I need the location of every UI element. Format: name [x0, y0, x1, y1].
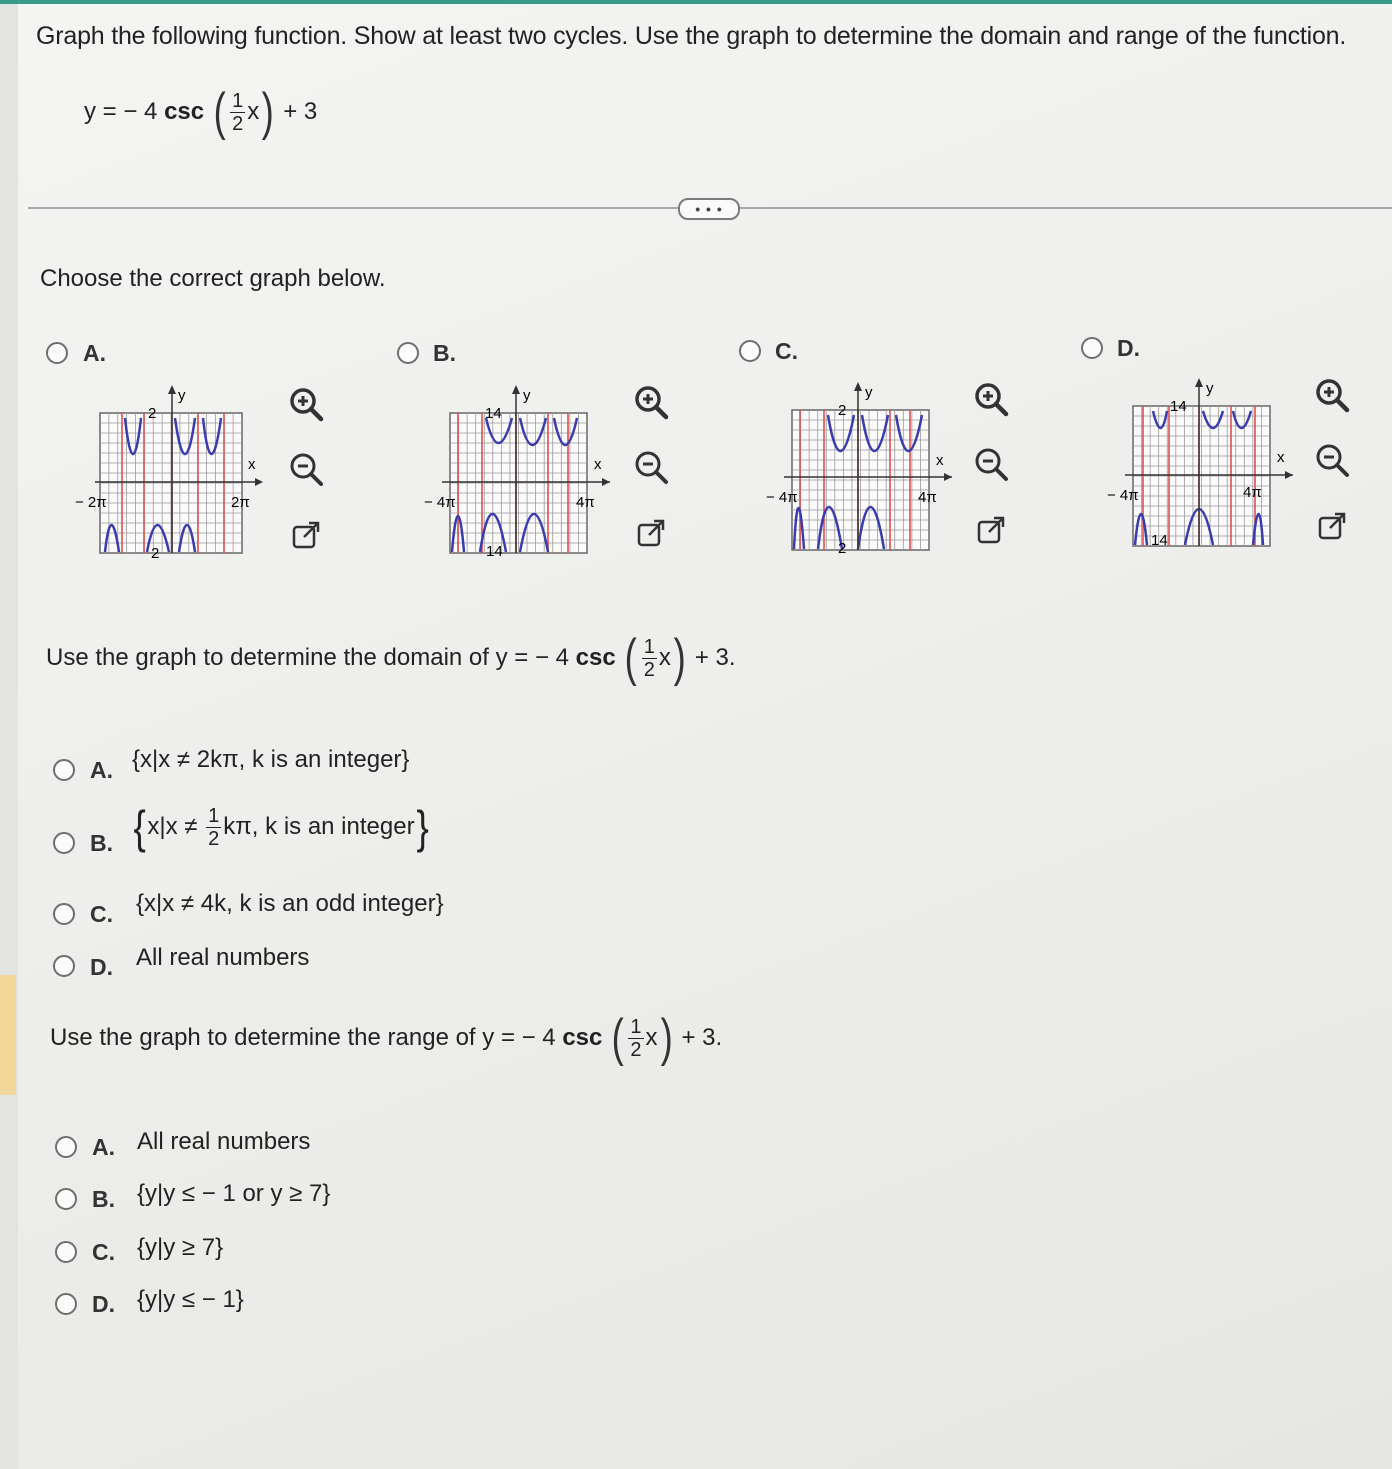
range-option-b-letter: B.: [92, 1186, 115, 1212]
svg-text:14: 14: [1151, 532, 1168, 549]
graph-prompt: Choose the correct graph below.: [40, 265, 386, 292]
range-option-d-letter: D.: [92, 1291, 115, 1317]
left-tick-label: − 2π: [75, 494, 107, 511]
range-option-b-radio[interactable]: [55, 1188, 77, 1210]
graph-d-zoom-out-button[interactable]: [1311, 439, 1353, 481]
expand-more-button[interactable]: • • •: [678, 198, 740, 220]
range-option-a-text: All real numbers: [137, 1128, 311, 1155]
range-option-b-text: {y|y ≤ − 1 or y ≥ 7}: [137, 1180, 331, 1207]
external-link-icon: [634, 516, 668, 550]
svg-text:2: 2: [838, 540, 847, 557]
domain-option-b-radio[interactable]: [53, 832, 75, 854]
domain-option-b-letter: B.: [90, 830, 113, 856]
external-link-icon: [1315, 509, 1349, 543]
external-link-icon: [289, 518, 323, 552]
svg-text:14: 14: [485, 405, 502, 422]
zoom-out-icon: [632, 448, 670, 486]
domain-option-d-radio[interactable]: [53, 955, 75, 977]
svg-text:y: y: [523, 387, 531, 404]
svg-text:x: x: [936, 452, 944, 469]
graph-option-b-radio[interactable]: [397, 342, 419, 364]
svg-text:2: 2: [838, 402, 847, 419]
svg-text:14: 14: [1170, 398, 1187, 415]
svg-text:y: y: [1206, 380, 1214, 397]
range-option-d-radio[interactable]: [55, 1293, 77, 1315]
domain-option-a-radio[interactable]: [53, 759, 75, 781]
zoom-in-icon: [287, 385, 325, 423]
graph-option-d-radio[interactable]: [1081, 337, 1103, 359]
range-option-c-radio[interactable]: [55, 1241, 77, 1263]
range-option-a-letter: A.: [92, 1134, 115, 1160]
domain-option-a-letter: A.: [90, 757, 113, 783]
zoom-in-icon: [972, 380, 1010, 418]
graph-option-b[interactable]: [420, 380, 610, 560]
domain-option-d-letter: D.: [90, 954, 113, 980]
graph-d-open-external-button[interactable]: [1311, 505, 1353, 547]
question-text: Graph the following function. Show at least two cycles. Use the graph to determine the domain and range of the function.: [36, 22, 1347, 50]
range-prompt: Use the graph to determine the range of y = − 4 csc ( $\frac{1}{2}$ x ) + 3.: [50, 1009, 723, 1067]
graph-a-zoom-in-button[interactable]: [285, 383, 327, 425]
svg-text:− 4π: − 4π: [1107, 487, 1139, 504]
graph-option-c-radio[interactable]: [739, 340, 761, 362]
right-tick-label: 2π: [231, 494, 250, 511]
graph-option-a[interactable]: [75, 380, 265, 560]
range-option-d-text: {y|y ≤ − 1}: [137, 1286, 244, 1313]
domain-option-b-text: { x|x ≠ $\frac{1}{2}$ kπ, k is an integer }: [133, 801, 429, 853]
svg-text:x: x: [594, 456, 602, 473]
domain-option-c-radio[interactable]: [53, 903, 75, 925]
domain-option-c-text: {x|x ≠ 4k, k is an odd integer}: [136, 890, 444, 917]
graph-b-open-external-button[interactable]: [630, 512, 672, 554]
svg-text:x: x: [1277, 449, 1285, 466]
zoom-out-icon: [1313, 441, 1351, 479]
range-option-a-radio[interactable]: [55, 1136, 77, 1158]
graph-option-b-letter: B.: [433, 340, 456, 366]
graph-option-c[interactable]: [762, 377, 952, 557]
graph-option-d-letter: D.: [1117, 335, 1140, 361]
zoom-out-icon: [287, 450, 325, 488]
top-accent-bar: [0, 0, 1392, 4]
graph-option-d[interactable]: [1103, 373, 1293, 553]
graph-option-a-letter: A.: [83, 340, 106, 366]
graph-option-c-letter: C.: [775, 338, 798, 364]
external-link-icon: [974, 513, 1008, 547]
graph-a-zoom-out-button[interactable]: [285, 448, 327, 490]
current-question-marker: [0, 975, 16, 1095]
range-option-c-letter: C.: [92, 1239, 115, 1265]
range-option-c-text: {y|y ≥ 7}: [137, 1234, 224, 1261]
graph-c-open-external-button[interactable]: [970, 509, 1012, 551]
function-equation: y = − 4 csc ( $\frac{1}{2}$ x ) + 3: [84, 83, 318, 141]
graph-option-a-radio[interactable]: [46, 342, 68, 364]
svg-text:4π: 4π: [576, 494, 595, 511]
svg-text:y: y: [865, 384, 873, 401]
fraction: $\frac{1}{2}$: [232, 89, 244, 135]
graph-b-zoom-out-button[interactable]: [630, 446, 672, 488]
zoom-out-icon: [972, 445, 1010, 483]
svg-text:14: 14: [486, 543, 503, 560]
graph-c-zoom-in-button[interactable]: [970, 378, 1012, 420]
left-edge: [0, 4, 18, 1469]
svg-text:4π: 4π: [1243, 484, 1262, 501]
domain-option-c-letter: C.: [90, 901, 113, 927]
x-axis-label: x: [248, 456, 256, 473]
graph-b-zoom-in-button[interactable]: [630, 381, 672, 423]
domain-option-a-text: {x|x ≠ 2kπ, k is an integer}: [132, 746, 410, 773]
graph-c-zoom-out-button[interactable]: [970, 443, 1012, 485]
svg-text:− 4π: − 4π: [424, 494, 456, 511]
y-axis-label: y: [178, 387, 186, 404]
domain-option-d-text: All real numbers: [136, 944, 310, 971]
zoom-in-icon: [632, 383, 670, 421]
bottom-tick-label: 2: [151, 545, 160, 560]
graph-a-open-external-button[interactable]: [285, 514, 327, 556]
zoom-in-icon: [1313, 376, 1351, 414]
svg-text:− 4π: − 4π: [766, 489, 798, 506]
graph-d-zoom-in-button[interactable]: [1311, 374, 1353, 416]
domain-prompt: Use the graph to determine the domain of y = − 4 csc ( $\frac{1}{2}$ x ) + 3.: [46, 629, 736, 687]
svg-text:4π: 4π: [918, 489, 937, 506]
top-tick-label: 2: [148, 405, 157, 422]
